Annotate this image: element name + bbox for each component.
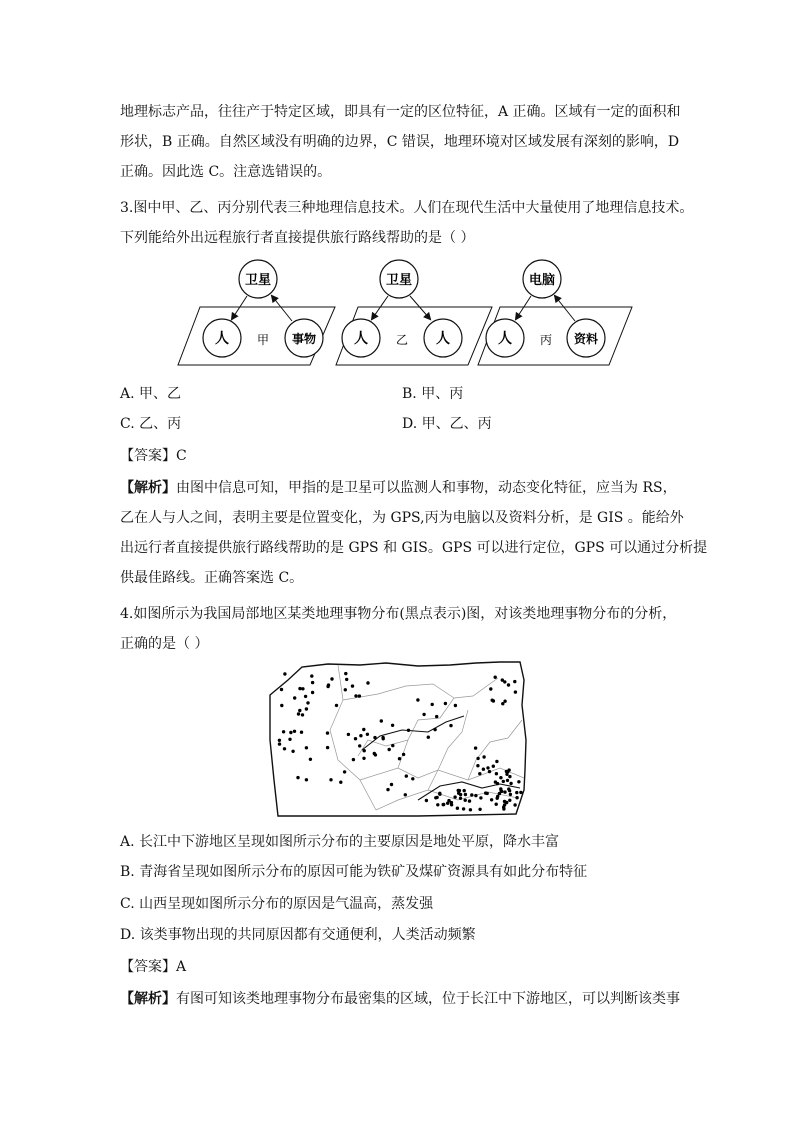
distribution-dot — [391, 744, 394, 747]
distribution-dot — [280, 688, 283, 691]
distribution-dot — [453, 795, 456, 798]
distribution-dot — [310, 674, 313, 677]
distribution-dot — [501, 702, 504, 705]
distribution-dot — [405, 774, 408, 777]
question-3-explanation-line-1 — [120, 478, 680, 498]
distribution-dot — [278, 739, 281, 742]
distribution-dot — [391, 724, 394, 727]
distribution-dot — [490, 798, 493, 801]
question-4-option-a: A. 长江中下游地区呈现如图所示分布的主要原因是地处平原，降水丰富 — [120, 834, 560, 850]
distribution-dot — [300, 731, 303, 734]
distribution-dot — [450, 801, 453, 804]
distribution-dot — [390, 783, 393, 786]
distribution-dot — [462, 807, 465, 810]
question-4-distribution-map — [268, 660, 528, 820]
distribution-dot — [354, 694, 357, 697]
distribution-dot — [304, 695, 307, 698]
distribution-dot — [402, 753, 405, 756]
prev-explanation-line-2: 形状，B 正确。自然区域没有明确的边界，C 错误，地理环境对区域发展有深刻的影响，D — [120, 134, 680, 150]
distribution-dot — [468, 799, 471, 802]
distribution-dot — [359, 734, 362, 737]
explanation-tag: 【解析】 — [120, 480, 176, 496]
distribution-dot — [492, 699, 495, 702]
distribution-dot — [503, 790, 506, 793]
distribution-dot — [283, 747, 286, 750]
distribution-dot — [508, 799, 511, 802]
distribution-dot — [464, 793, 467, 796]
distribution-dot — [431, 703, 434, 706]
diagram-jia-label: 甲 — [256, 333, 270, 347]
distribution-dot — [486, 792, 489, 795]
distribution-dot — [386, 788, 389, 791]
distribution-dot — [422, 713, 425, 716]
question-4-option-b: B. 青海省呈现如图所示分布的原因可能为铁矿及煤矿资源具有如此分布特征 — [120, 864, 588, 880]
distribution-dot — [343, 770, 346, 773]
distribution-dot — [411, 777, 414, 780]
distribution-dot — [326, 685, 329, 688]
distribution-dot — [358, 744, 361, 747]
distribution-dot — [507, 683, 510, 686]
distribution-dot — [514, 690, 517, 693]
distribution-dot — [488, 770, 491, 773]
question-3-diagrams — [0, 255, 794, 375]
distribution-dot — [305, 746, 308, 749]
distribution-dot — [459, 797, 462, 800]
distribution-dot — [335, 704, 338, 707]
distribution-dot — [358, 694, 361, 697]
distribution-dot — [474, 794, 477, 797]
question-3-explanation-line-4: 供最佳路线。正确答案选 C。 — [120, 570, 304, 586]
diagram-yi-left: 人 — [354, 331, 368, 347]
distribution-dot — [454, 704, 457, 707]
distribution-dot — [362, 728, 365, 731]
distribution-dot — [496, 795, 499, 798]
distribution-dot — [296, 776, 299, 779]
distribution-dot — [482, 768, 485, 771]
distribution-dot — [347, 733, 350, 736]
distribution-dot — [513, 803, 516, 806]
distribution-dot — [354, 737, 357, 740]
distribution-dot — [433, 728, 436, 731]
distribution-dot — [298, 709, 301, 712]
distribution-dot — [457, 792, 460, 795]
distribution-dot — [506, 779, 509, 782]
distribution-dot — [442, 803, 445, 806]
distribution-dot — [293, 696, 296, 699]
distribution-dot — [434, 796, 437, 799]
distribution-dot — [435, 715, 438, 718]
question-3-stem-line-2: 下列能给外出远程旅行者直接提供旅行路线帮助的是（ ） — [120, 230, 475, 246]
distribution-dot — [301, 713, 304, 716]
distribution-dot — [309, 758, 312, 761]
distribution-dot — [289, 731, 292, 734]
distribution-dot — [344, 672, 347, 675]
distribution-dot — [366, 681, 369, 684]
question-4-stem-line-1: 4.如图所示为我国局部地区某类地理事物分布(黑点表示)图，对该类地理事物分布的分析， — [120, 606, 677, 622]
distribution-dot — [482, 755, 485, 758]
explanation-tag: 【解析】 — [120, 991, 176, 1007]
distribution-dot — [298, 687, 301, 690]
distribution-dot — [489, 687, 492, 690]
diagram-bing-left: 人 — [498, 331, 512, 347]
distribution-dot — [503, 680, 506, 683]
distribution-dot — [380, 719, 383, 722]
distribution-dot — [407, 729, 410, 732]
distribution-dot — [374, 753, 377, 756]
distribution-dot — [495, 803, 498, 806]
question-4-stem-line-2: 正确的是（ ） — [120, 636, 209, 652]
diagram-bing — [478, 260, 632, 365]
distribution-dot — [470, 793, 473, 796]
diagram-yi-right: 人 — [436, 331, 450, 347]
distribution-dot — [339, 781, 342, 784]
distribution-dot — [474, 746, 477, 749]
question-3-answer: 【答案】C — [120, 448, 187, 464]
distribution-dot — [505, 801, 508, 804]
distribution-dot — [283, 672, 286, 675]
distribution-dot — [507, 787, 510, 790]
distribution-dot — [499, 787, 502, 790]
question-4-option-c: C. 山西呈现如图所示分布的原因是气温高，蒸发强 — [120, 896, 434, 912]
distribution-dot — [280, 704, 283, 707]
distribution-dot — [363, 749, 366, 752]
distribution-dot — [291, 750, 294, 753]
question-3-stem-line-1: 3.图中甲、乙、丙分别代表三种地理信息技术。人们在现代生活中大量使用了地理信息技术。 — [120, 200, 694, 216]
diagram-jia-top: 卫星 — [244, 273, 272, 288]
question-3-option-d: D. 甲、乙、丙 — [402, 416, 492, 432]
question-4-answer: 【答案】A — [120, 959, 187, 975]
distribution-dot — [519, 791, 522, 794]
distribution-dot — [330, 677, 333, 680]
distribution-dot — [444, 702, 447, 705]
distribution-dot — [476, 764, 479, 767]
distribution-dot — [486, 766, 489, 769]
distribution-dot — [398, 757, 401, 760]
prev-explanation-line-1: 地理标志产品，往往产于特定区域，即具有一定的区位特征，A 正确。区域有一定的面积和 — [120, 104, 681, 120]
distribution-dot — [515, 791, 518, 794]
distribution-dot — [288, 738, 291, 741]
distribution-dot — [479, 796, 482, 799]
diagram-bing-right: 资料 — [573, 332, 599, 346]
distribution-dot — [345, 678, 348, 681]
distribution-dot — [416, 698, 419, 701]
distribution-dot — [463, 789, 466, 792]
distribution-dot — [456, 807, 459, 810]
diagram-jia — [178, 260, 335, 365]
distribution-dot — [503, 700, 506, 703]
prev-explanation-line-3: 正确。因此选 C。注意选错误的。 — [120, 164, 332, 180]
distribution-dot — [373, 736, 376, 739]
distribution-dot — [427, 736, 430, 739]
distribution-dot — [352, 758, 355, 761]
distribution-dot — [305, 778, 308, 781]
distribution-dot — [478, 772, 481, 775]
distribution-dot — [464, 799, 467, 802]
diagram-jia-right: 事物 — [291, 332, 317, 346]
distribution-dot — [436, 803, 439, 806]
question-3-explanation-line-3: 出远行者直接提供旅行路线帮助的是 GPS 和 GIS。GPS 可以进行定位，GPS 可以通过分析提 — [120, 540, 708, 556]
distribution-dot — [476, 757, 479, 760]
diagram-yi — [336, 260, 492, 365]
distribution-dot — [366, 733, 369, 736]
distribution-dot — [301, 687, 304, 690]
distribution-dot — [492, 765, 495, 768]
distribution-dot — [297, 712, 300, 715]
distribution-dot — [517, 780, 520, 783]
distribution-dot — [382, 737, 385, 740]
distribution-dot — [494, 780, 497, 783]
distribution-dot — [362, 757, 365, 760]
distribution-dot — [425, 799, 428, 802]
distribution-dot — [495, 760, 498, 763]
diagram-bing-top: 电脑 — [528, 273, 556, 288]
distribution-dot — [306, 701, 309, 704]
question-3-option-a: A. 甲、乙 — [120, 386, 182, 402]
distribution-dot — [282, 730, 285, 733]
distribution-dot — [326, 746, 329, 749]
distribution-dot — [515, 796, 518, 799]
distribution-dot — [278, 742, 281, 745]
diagram-jia-left: 人 — [215, 331, 229, 347]
distribution-dot — [438, 793, 441, 796]
distribution-dot — [478, 808, 481, 811]
explanation-text: 有图可知该类地理事物分布最密集的区域，位于长江中下游地区，可以判断该类事 — [176, 991, 680, 1007]
question-3-option-b: B. 甲、丙 — [402, 386, 464, 402]
diagram-yi-top: 卫星 — [385, 273, 413, 288]
question-4-explanation-line-1 — [120, 989, 680, 1009]
distribution-dot — [449, 724, 452, 727]
explanation-text: 由图中信息可知，甲指的是卫星可以监测人和事物，动态变化特征，应当为 RS， — [176, 480, 677, 496]
distribution-dot — [305, 707, 308, 710]
distribution-dot — [495, 772, 498, 775]
question-3-option-c: C. 乙、丙 — [120, 416, 182, 432]
distribution-dot — [502, 805, 505, 808]
distribution-dot — [508, 775, 511, 778]
distribution-dot — [404, 793, 407, 796]
diagram-bing-label: 丙 — [539, 333, 553, 347]
distribution-dot — [469, 808, 472, 811]
distribution-dot — [509, 782, 512, 785]
question-3-explanation-line-2: 乙在人与人之间，表明主要是位置变化，为 GPS,丙为电脑以及资料分析，是 GIS 。能给外 — [120, 510, 684, 526]
question-4-option-d: D. 该类事物出现的共同原因都有交通便利，人类活动频繁 — [120, 927, 476, 943]
distribution-dot — [351, 684, 354, 687]
distribution-dot — [506, 770, 509, 773]
distribution-dot — [446, 802, 449, 805]
distribution-dot — [513, 680, 516, 683]
diagram-yi-label: 乙 — [395, 333, 409, 347]
distribution-dot — [311, 681, 314, 684]
distribution-dot — [344, 688, 347, 691]
distribution-dot — [326, 731, 329, 734]
distribution-dot — [329, 778, 332, 781]
distribution-dot — [388, 748, 391, 751]
distribution-dot — [509, 793, 512, 796]
distribution-dot — [311, 691, 314, 694]
distribution-dot — [293, 730, 296, 733]
distribution-dot — [499, 776, 502, 779]
distribution-dot — [494, 676, 497, 679]
distribution-dot — [502, 780, 505, 783]
